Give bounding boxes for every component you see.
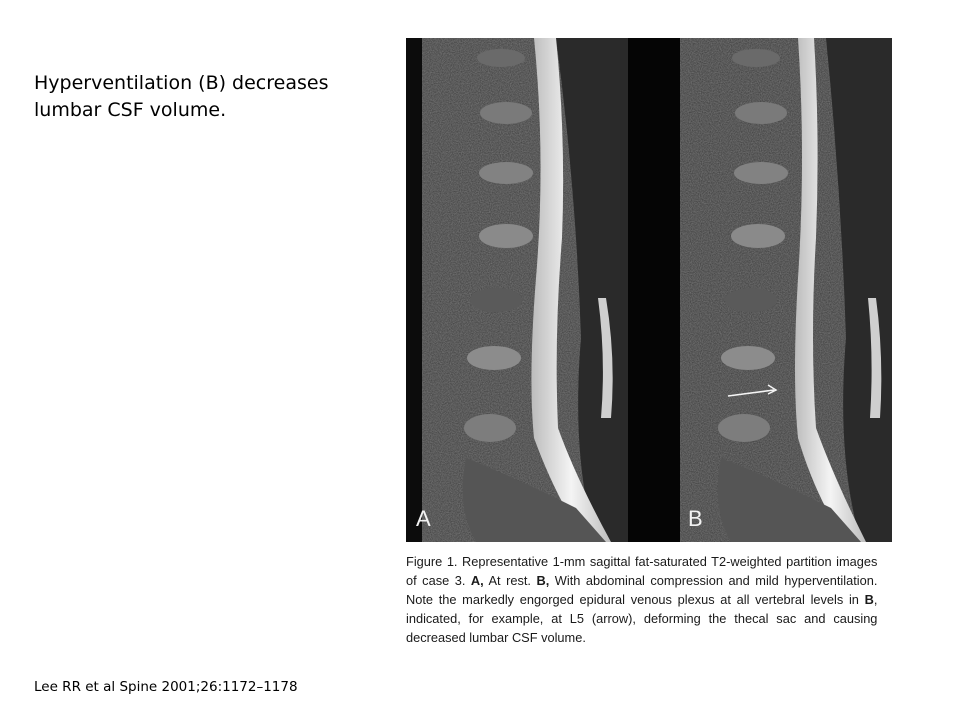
panel-b-label: B	[688, 506, 703, 531]
mri-image	[406, 38, 892, 542]
caption-bold-b: B,	[536, 573, 550, 589]
caption-bold-a: A,	[470, 573, 484, 589]
mri-figure	[406, 38, 892, 542]
citation: Lee RR et al Spine 2001;26:1172–1178	[34, 679, 298, 695]
slide-title: Hyperventilation (B) decreases lumbar CSF volume.	[34, 72, 329, 121]
caption-text-1: Figure 1. Representative 1-mm sagittal fat-saturated T2-weighted partition images of case 3.	[406, 554, 878, 589]
caption-text-3: With abdominal compression and mild hyperventilation. Note the markedly engorged epidural venous plexus at all vertebral levels in	[406, 573, 878, 608]
caption-bold-b2: B	[864, 592, 874, 608]
figure-caption	[406, 552, 877, 647]
caption-text-4: , indicated, for example, at L5 (arrow), deforming the thecal sac and causing decreased lumbar CSF volume.	[406, 592, 878, 646]
panel-a-image	[422, 38, 628, 542]
panel-a-label: A	[416, 506, 431, 531]
panel-b-image	[680, 38, 892, 542]
caption-text-2: At rest.	[483, 573, 537, 589]
